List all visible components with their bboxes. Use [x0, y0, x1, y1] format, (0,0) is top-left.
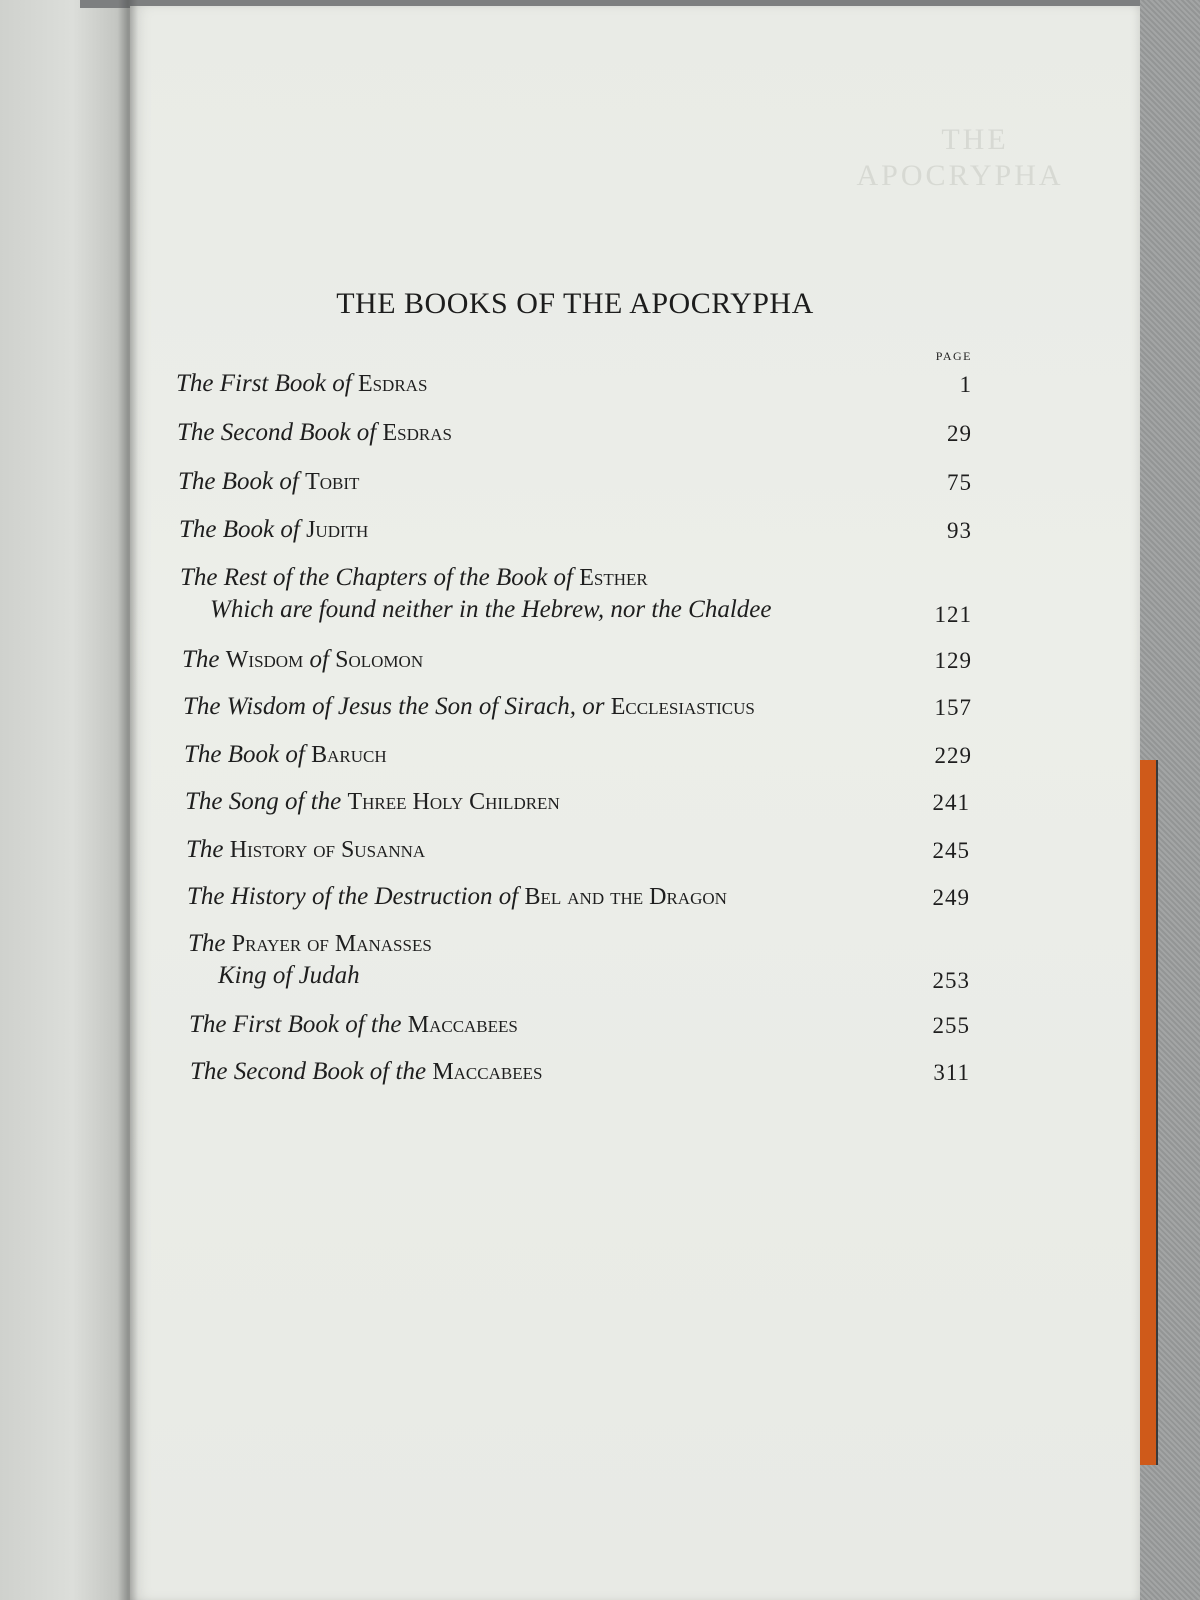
toc-entry [179, 516, 972, 550]
toc-entry-title-italic: The History of the Destruction of [187, 883, 519, 910]
toc-entry-title-italic: The [182, 646, 220, 673]
toc-entry-page-number: 311 [933, 1060, 970, 1085]
toc-entry-title [190, 1058, 542, 1085]
toc-entry-title-italic: The Book of [184, 741, 305, 768]
toc-entry [185, 788, 970, 822]
toc-entry-page-number: 129 [934, 648, 972, 673]
toc-entry-title-smallcaps: Esdras [382, 420, 452, 446]
toc-entry [190, 1058, 970, 1092]
toc-entry-subtitle: King of Judah [218, 962, 360, 989]
toc-entry-title [187, 883, 727, 910]
toc-entry-title-smallcaps: Bel and the Dragon [524, 884, 727, 910]
left-page-edge [0, 0, 132, 1600]
toc-entry-title-italic: The Second Book of [177, 419, 377, 446]
toc-entry-title [182, 646, 423, 673]
toc-entry-title-italic: The Book of [178, 468, 299, 495]
toc-entry-title [179, 516, 368, 543]
toc-entry-title [178, 468, 359, 495]
toc-entry-page-number: 245 [932, 838, 970, 863]
toc-entry-title-italic: The Song of the [185, 788, 342, 815]
toc-entry-title-smallcaps: Tobit [305, 469, 360, 495]
toc-entry-title-smallcaps: History of Susanna [229, 837, 426, 863]
toc-entry-title-italic: The [188, 930, 226, 957]
toc-entry-title [189, 1011, 518, 1038]
toc-entry-title-italic: The First Book of the [189, 1011, 402, 1038]
toc-entry-title-smallcaps: Baruch [311, 742, 387, 768]
toc-entry-page-number: 93 [947, 518, 972, 543]
toc-entry-title-italic-2: of [309, 646, 329, 673]
toc-entry [187, 883, 970, 917]
toc-entry-subtitle: Which are found neither in the Hebrew, nor the Chaldee [210, 596, 772, 623]
toc-entry-title [186, 836, 425, 863]
toc-entry-title-smallcaps: Prayer of Manasses [231, 931, 432, 957]
toc-entry-title-smallcaps-2: Solomon [335, 647, 424, 673]
toc-entry-title-smallcaps: Maccabees [432, 1059, 543, 1085]
toc-entry-title [176, 370, 427, 397]
toc-entry-title-smallcaps: Esdras [357, 371, 428, 397]
toc-entry [186, 836, 970, 870]
toc-entry-title-smallcaps: Ecclesiasticus [610, 694, 755, 720]
toc-entry-page-number: 29 [947, 421, 972, 446]
toc-entry-title-italic: The Wisdom of Jesus the Son of Sirach, or [183, 693, 605, 720]
toc-entry-title-smallcaps: Maccabees [407, 1012, 518, 1038]
toc-entry-page-number: 75 [947, 470, 972, 495]
toc-entry-title-italic: The Second Book of the [190, 1058, 427, 1085]
toc-entry-title [180, 564, 648, 591]
toc-entry [177, 419, 972, 453]
toc-entry-title-smallcaps: Esther [579, 565, 648, 591]
toc-entry-title [185, 788, 560, 815]
toc-entry-page-number: 229 [934, 743, 972, 768]
show-through-text-line-2: APOCRYPHA [856, 159, 1064, 192]
toc-entry-title-smallcaps: Wisdom [225, 647, 304, 673]
toc-entry [189, 1011, 970, 1045]
toc-entry-title-smallcaps: Three Holy Children [347, 789, 560, 815]
toc-entry-page-number: 253 [932, 968, 970, 993]
toc-entry-title [183, 693, 755, 720]
toc-entry [188, 930, 970, 1000]
show-through-text-line-1: THE [941, 123, 1009, 156]
toc-entry [182, 646, 972, 680]
toc-entry-page-number: 121 [934, 602, 972, 627]
toc-entry-title-italic: The Book of [179, 516, 300, 543]
toc-entry [176, 370, 972, 404]
toc-entry-page-number: 255 [932, 1013, 970, 1038]
toc-entry-page-number: 1 [959, 372, 972, 397]
toc-entry-page-number: 241 [932, 790, 970, 815]
toc-entry-title-smallcaps: Judith [306, 517, 369, 543]
toc-entry-title-italic: The First Book of [176, 370, 352, 397]
toc-entry [180, 564, 972, 634]
page-column-header: PAGE [935, 349, 972, 363]
toc-entry-title-italic: The Rest of the Chapters of the Book of [180, 564, 574, 591]
toc-entry-title [188, 930, 432, 957]
book-gutter-shadow [118, 0, 138, 1600]
toc-entry-title-italic: The [186, 836, 224, 863]
toc-entry [183, 693, 972, 727]
toc-entry-page-number: 157 [934, 695, 972, 720]
toc-entry-page-number: 249 [932, 885, 970, 910]
toc-entry-title [184, 741, 387, 768]
toc-entry [184, 741, 972, 775]
page-title: THE BOOKS OF THE APOCRYPHA [336, 287, 814, 320]
toc-entry-title [177, 419, 452, 446]
toc-entry [178, 468, 972, 502]
